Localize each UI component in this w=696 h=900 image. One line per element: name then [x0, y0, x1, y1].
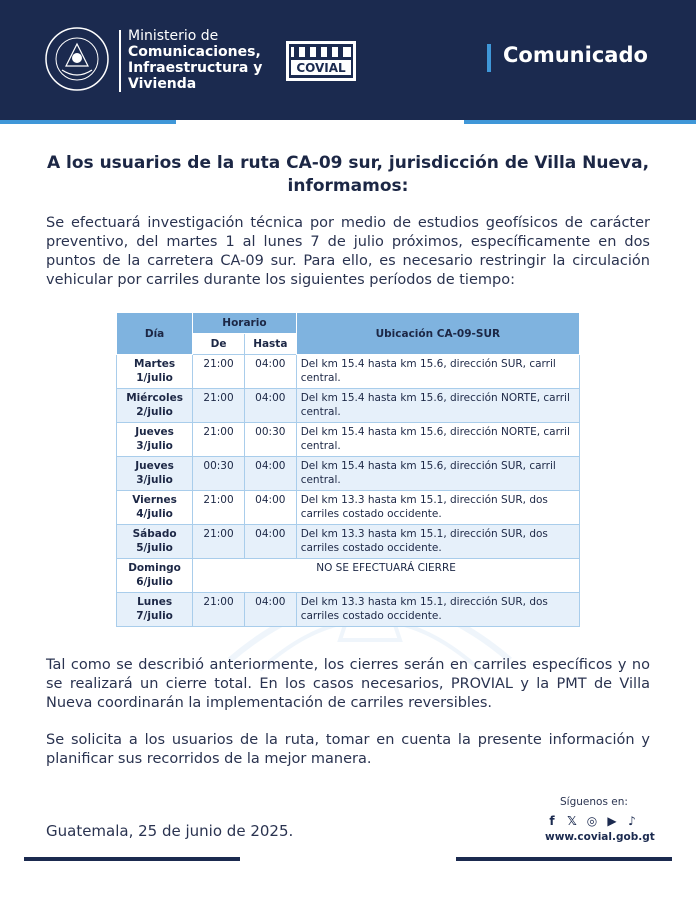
table-row [117, 457, 580, 491]
row-to: 04:00 [244, 491, 296, 525]
row-from: 21:00 [193, 491, 245, 525]
guatemala-seal-icon [44, 26, 110, 92]
row-day: Miércoles 2/julio [117, 389, 193, 423]
table-row [117, 525, 580, 559]
row-to: 04:00 [244, 389, 296, 423]
header-underline-left [0, 120, 176, 124]
row-day: Viernes 4/julio [117, 491, 193, 525]
row-from: 21:00 [193, 593, 245, 627]
document-type-label: Comunicado [503, 43, 648, 67]
row-day: Sábado 5/julio [117, 525, 193, 559]
row-location: Del km 15.4 hasta km 15.6, dirección NORTE, carril central. [296, 389, 579, 423]
table-row [117, 559, 580, 593]
facebook-icon[interactable]: f [549, 814, 555, 828]
page-title: A los usuarios de la ruta CA-09 sur, jurisdicción de Villa Nueva, informamos: [46, 153, 650, 196]
document-date: Guatemala, 25 de junio de 2025. [46, 822, 294, 840]
row-day: Martes 1/julio [117, 355, 193, 389]
col-header-day: Día [117, 313, 193, 355]
col-header-schedule: Horario [193, 313, 297, 334]
row-location: Del km 13.3 hasta km 15.1, dirección SUR, dos carriles costado occidente. [296, 491, 579, 525]
row-location: Del km 13.3 hasta km 15.1, dirección SUR, dos carriles costado occidente. [296, 525, 579, 559]
table-row [117, 491, 580, 525]
table-row [117, 593, 580, 627]
header-banner [0, 0, 696, 120]
col-header-to: Hasta [244, 334, 296, 355]
row-to: 04:00 [244, 355, 296, 389]
row-from: 21:00 [193, 423, 245, 457]
row-location: Del km 15.4 hasta km 15.6, dirección SUR, carril central. [296, 355, 579, 389]
row-location: Del km 13.3 hasta km 15.1, dirección SUR, dos carriles costado occidente. [296, 593, 579, 627]
closure-details-paragraph: Tal como se describió anteriormente, los cierres serán en carriles específicos y no se realizará un cierre total. En los casos necesarios, PROVIAL y la PMT de Villa Nueva coordinarán la implementación de carriles reversibles. [46, 657, 650, 711]
youtube-icon[interactable]: ▶ [607, 814, 617, 828]
row-day: Jueves 3/julio [117, 457, 193, 491]
row-to: 04:00 [244, 457, 296, 491]
row-to: 04:00 [244, 593, 296, 627]
header-divider [119, 30, 121, 92]
row-location: Del km 15.4 hasta km 15.6, dirección NORTE, carril central. [296, 423, 579, 457]
footer-line-right [456, 857, 672, 861]
row-day: Lunes 7/julio [117, 593, 193, 627]
intro-paragraph: Se efectuará investigación técnica por medio de estudios geofísicos de carácter preventivo, del martes 1 al lunes 7 de julio próximos, específicamente en dos puntos de la carretera CA-09 sur. Para ello, es necesario restringir la circulación vehicular por carriles durante los siguientes períodos de tiempo: [46, 215, 650, 288]
covial-logo-text: COVIAL [296, 61, 346, 75]
ministry-line4: Vivienda [128, 76, 197, 92]
request-paragraph: Se solicita a los usuarios de la ruta, tomar en cuenta la presente información y planificar sus recorridos de la mejor manera. [46, 732, 650, 767]
table-row [117, 355, 580, 389]
row-to: 00:30 [244, 423, 296, 457]
row-from: 00:30 [193, 457, 245, 491]
row-location: Del km 15.4 hasta km 15.6, dirección SUR, carril central. [296, 457, 579, 491]
ministry-line2: Comunicaciones, [128, 44, 261, 60]
instagram-icon[interactable]: ◎ [586, 814, 598, 828]
row-day: Jueves 3/julio [117, 423, 193, 457]
website-link[interactable]: www.covial.gob.gt [545, 831, 655, 843]
row-from: 21:00 [193, 355, 245, 389]
row-no-closure-note: NO SE EFECTUARÁ CIERRE [193, 559, 580, 593]
ministry-line3: Infraestructura y [128, 60, 263, 76]
header-underline-right [464, 120, 696, 124]
row-to: 04:00 [244, 525, 296, 559]
tiktok-icon[interactable]: ♪ [628, 814, 636, 828]
table-row [117, 389, 580, 423]
row-from: 21:00 [193, 389, 245, 423]
footer-line-left [24, 857, 240, 861]
ministry-line1: Ministerio de [128, 28, 219, 44]
label-accent-bar [487, 44, 491, 72]
table-row [117, 423, 580, 457]
covial-logo [285, 40, 357, 82]
ministry-name [128, 28, 262, 92]
row-day: Domingo 6/julio [117, 559, 193, 593]
x-icon[interactable]: 𝕏 [567, 814, 577, 828]
row-from: 21:00 [193, 525, 245, 559]
col-header-location: Ubicación CA-09-SUR [296, 313, 579, 355]
social-links [545, 812, 655, 830]
follow-us-label: Síguenos en: [560, 796, 628, 808]
closure-schedule-table [116, 312, 580, 627]
col-header-from: De [193, 334, 245, 355]
